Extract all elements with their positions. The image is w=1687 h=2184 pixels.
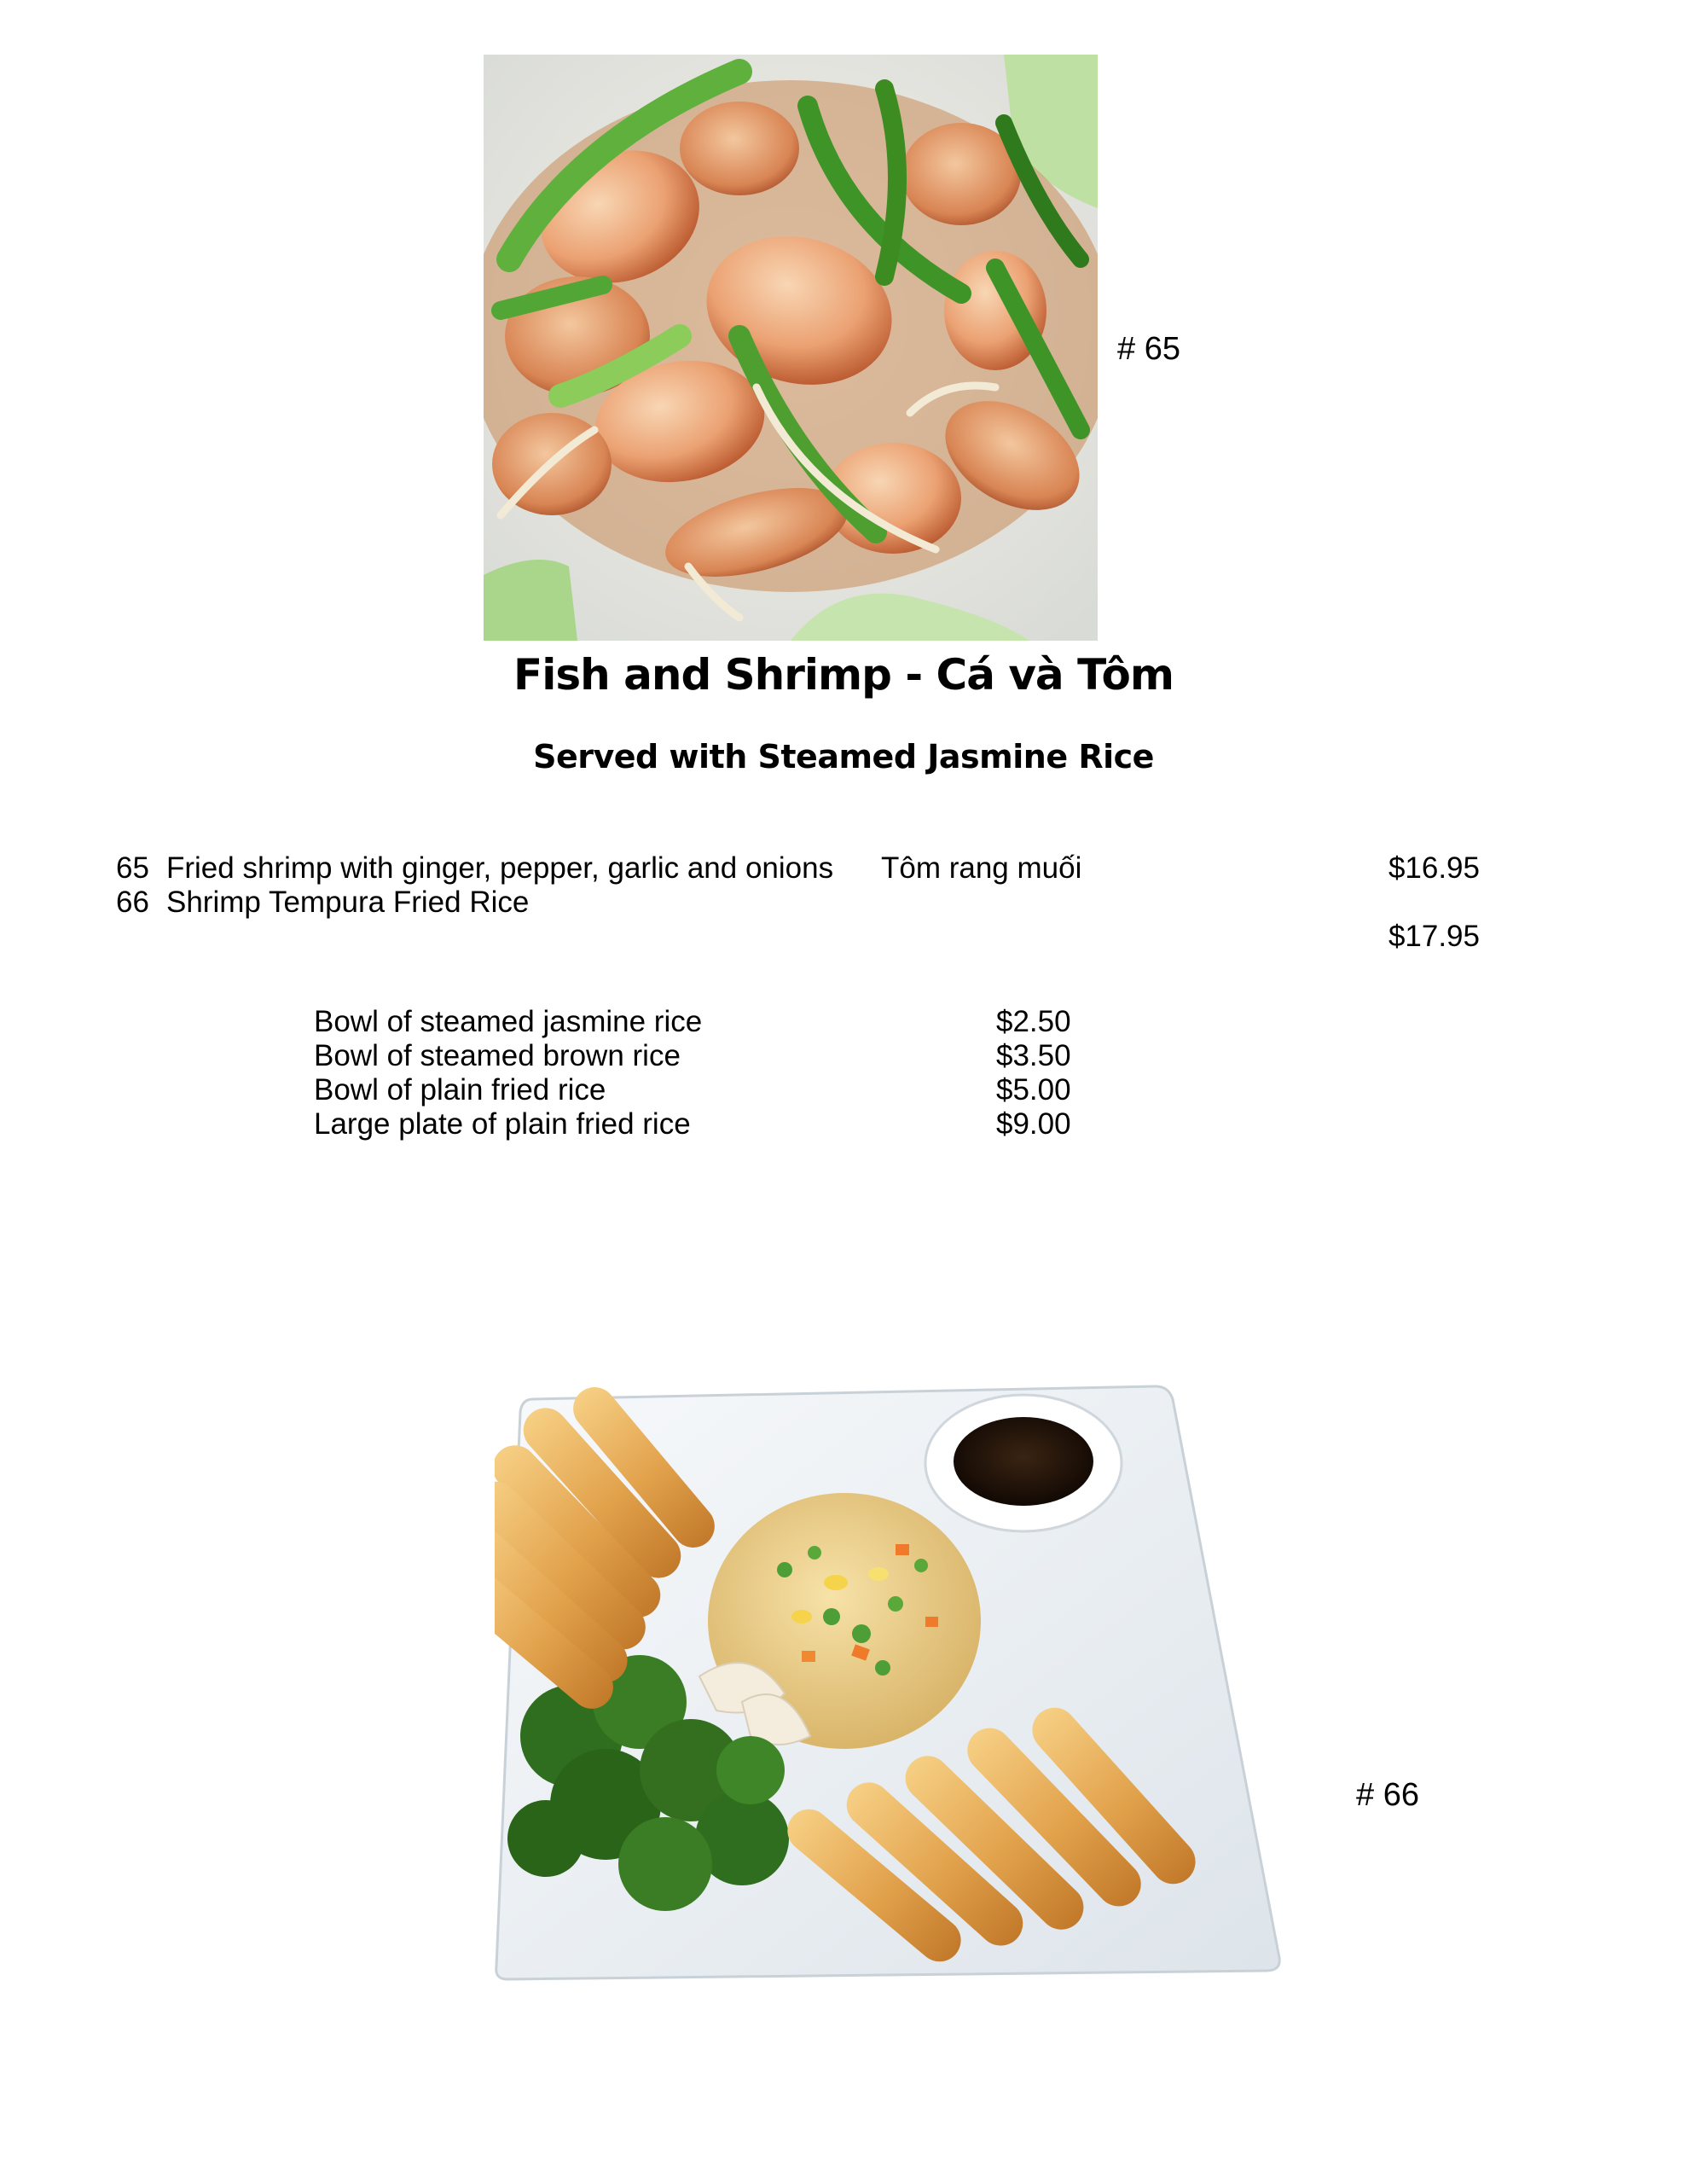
menu-item-number: 65: [116, 851, 149, 885]
side-item-price: $2.50: [996, 1005, 1071, 1038]
side-item-name: Bowl of steamed brown rice: [314, 1039, 681, 1072]
side-item-name: Large plate of plain fried rice: [314, 1107, 691, 1141]
side-item-price: $9.00: [996, 1107, 1071, 1141]
side-item: [0, 1039, 1687, 1073]
side-item-name: Bowl of plain fried rice: [314, 1073, 606, 1107]
menu-item-65: [0, 851, 1687, 886]
side-item-price: $3.50: [996, 1039, 1071, 1072]
side-item: [0, 1005, 1687, 1039]
shrimp-tempura-fried-rice-photo: [495, 1361, 1296, 2001]
side-item-name: Bowl of steamed jasmine rice: [314, 1005, 703, 1038]
menu-item-number: 66: [116, 886, 149, 919]
side-item: [0, 1107, 1687, 1141]
page-title: Fish and Shrimp - Cá và Tôm: [513, 650, 1174, 700]
side-item-price: $5.00: [996, 1073, 1071, 1107]
side-item: [0, 1073, 1687, 1107]
menu-item-66: [0, 886, 1687, 920]
cucumber-slice: [484, 560, 577, 641]
menu-item-name: Shrimp Tempura Fried Rice: [166, 886, 530, 919]
menu-item-price: $16.95: [1388, 851, 1480, 885]
photo-tag-66: # 66: [1356, 1777, 1419, 1813]
photo-tag-65: # 65: [1117, 331, 1180, 367]
page-subtitle: Served with Steamed Jasmine Rice: [533, 738, 1154, 775]
menu-item-name: Fried shrimp with ginger, pepper, garlic and onions: [166, 851, 834, 885]
dipping-sauce-cup: [925, 1395, 1122, 1531]
menu-item-price: $17.95: [1388, 920, 1480, 953]
menu-item-vietnamese-name: Tôm rang muối: [881, 851, 1082, 885]
shrimp-stir-fry-photo: [484, 55, 1098, 641]
